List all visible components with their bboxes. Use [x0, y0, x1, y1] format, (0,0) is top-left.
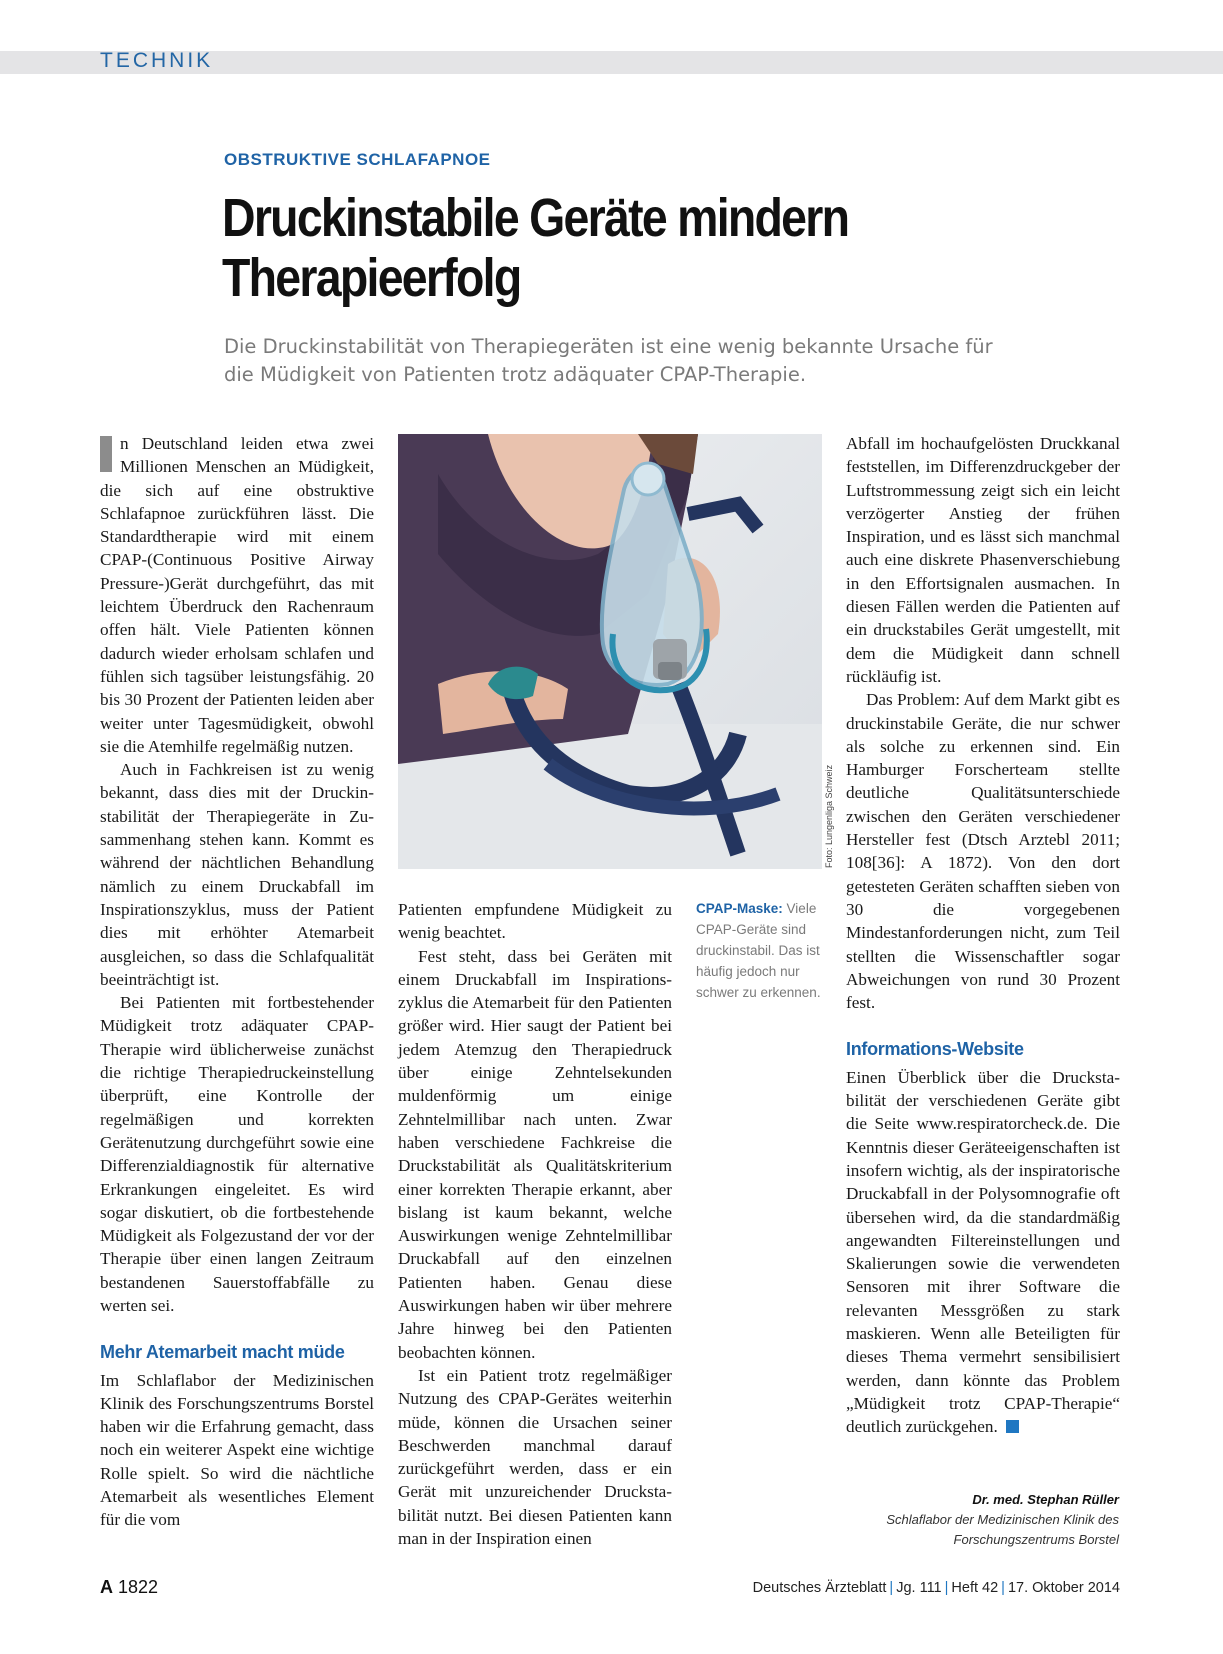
paragraph: Patienten empfundene Müdigkeit zu wenig beachtet.	[398, 900, 672, 943]
article-kicker: OBSTRUKTIVE SCHLAFAPNOE	[224, 150, 491, 169]
footer-separator: |	[1001, 1580, 1005, 1596]
photo-caption	[696, 898, 826, 1003]
paragraph: Auch in Fachkreisen ist zu wenig bekannt, dass dies mit der Druckinstabilität der Therapiegeräte in Zusammenhang stehen kann. Kommt es während der nächtlichen Behandlung nämlich zu einem Druckabfall im Inspirationszyklus, muss der Patient dies mit erhöhter Atemarbeit ausgleichen, so dass die Schlafqualität beeinträchtigt ist.	[100, 760, 374, 989]
end-of-article-icon	[1006, 1420, 1019, 1433]
subheading: Mehr Atemarbeit macht müde	[100, 1342, 345, 1363]
paragraph: Bei Patienten mit fortbestehender Müdigkeit trotz adäquater CPAP-Therapie wird üblicherweise zunächst die richtige Therapiedruckeinstellung überprüft, eine Kontrolle der regelmäßigen und korrekten Gerätenutzung durchgeführt sowie eine Differenzialdiagnostik für alternative Erkrankungen eingeleitet. Es wird sogar diskutiert, ob die fortbestehende Müdigkeit als Folgezustand der vor der Therapie über einen langen Zeitraum bestandenen Sauerstoffabfälle zu werten sei.	[100, 993, 374, 1315]
caption-text: Viele CPAP-Geräte sind druckinstabil. Das ist häufig jedoch nur schwer zu erkennen.	[696, 901, 821, 1000]
paragraph: Abfall im hochaufgelösten Druckkanal feststellen, im Differenzdruckgeber der Luftstrommessung zeigt sich ein leicht verzögerter Anstieg der frühen Inspiration, und es lässt sich manchmal auch eine diskrete Phasenverschiebung in den Effortsignalen ausmachen. In diesen Fällen werden die Patienten auf ein druckstabiles Gerät umgestellt, mit dem die Müdigkeit dann schnell rückläufig ist.	[846, 434, 1120, 686]
cpap-mask-photo	[398, 434, 822, 869]
caption-label: CPAP-Maske:	[696, 901, 783, 916]
journal-volume: Jg. 111	[896, 1580, 942, 1596]
author-affiliation: Schlaflabor der Medizinischen Klinik des Forschungszentrums Borstel	[886, 1512, 1119, 1547]
paragraph: Fest steht, dass bei Geräten mit einem Druckabfall im Inspirationszyklus die Atemarbeit für den Patienten größer wird. Hier saugt der Patient bei jedem Atemzug den Therapiedruck über einige Zehntelsekunden muldenförmig um einige Zehntelmillibar nach unten. Zwar haben verschiedene Fachkreise die Druckstabilität als Qualitätskriterium einer korrekten Therapie erkannt, aber bislang ist kaum bekannt, welche Auswirkungen wenige Zehntelmillibar Druckabfall auf den einzelnen Patienten haben. Genau diese Auswirkungen haben wir über mehrere Jahre hinweg bei den Patienten beobachten können.	[398, 946, 672, 1362]
article-headline: Druckinstabile Geräte mindern Therapieerfolg	[222, 188, 849, 308]
paragraph: Im Schlaflabor der Medizinischen Klinik des Forschungszentrums Borstel haben wir die Erfahrung gemacht, dass noch ein weiterer Aspekt eine wichtige Rolle spielt. So wird die nächtliche Atemarbeit als wesentliches Element für die vom	[100, 1370, 374, 1530]
journal-footer	[753, 1580, 1120, 1596]
journal-issue: Heft 42	[951, 1580, 999, 1596]
paragraph-text: n Deutschland leiden etwa zwei Millionen Menschen an Müdigkeit, die sich auf eine obstruktive Schlafapnoe zurückführen lässt. Die Standardtherapie wird mit einem CPAP-(Continuous Positive Airway Pressure-)Gerät durchgeführt, das mit leichtem Überdruck den Rachenraum offen hält. Viele Patienten können dadurch wieder erholsam schlafen und fühlen sich tagsüber leistungsfähig. 20 bis 30 Prozent der Patienten leiden aber weiter unter Tagesmüdigkeit, obwohl sie die Atemhilfe regelmäßig nutzen.	[100, 434, 374, 756]
subheading: Informations-Website	[846, 1039, 1024, 1060]
paragraph	[846, 1066, 1120, 1439]
page-number	[100, 1577, 158, 1598]
article-column-2	[398, 898, 672, 1550]
photo-illustration	[398, 434, 822, 869]
paragraph	[100, 432, 374, 758]
page-prefix: A	[100, 1577, 113, 1597]
article-lead: Die Druckinstabilität von Therapiegeräten ist eine wenig bekannte Ursache für die Müdigkeit von Patienten trotz adäquater CPAP-Therapie.	[224, 335, 993, 386]
journal-name: Deutsches Ärzteblatt	[752, 1580, 887, 1596]
paragraph: Das Problem: Auf dem Markt gibt es druckinstabile Geräte, die nur schwer als solche zu erkennen sind. Ein Hamburger Forscherteam stellte deutliche Qualitätsunterschiede zwischen den Geräten verschiedener Hersteller fest (Dtsch Arztebl 2011; 108[36]: A 1872). Von den dort getesteten Geräten schafften sieben von 30 die vorgegebenen Mindestanforderungen nicht, zum Teil stellten die Wissenschaftler sogar Abweichungen von rund 30 Prozent fest.	[846, 690, 1120, 1013]
page-number-value: 1822	[118, 1577, 159, 1597]
journal-date: 17. Oktober 2014	[1007, 1580, 1120, 1596]
drop-cap-mark	[100, 436, 112, 472]
article-column-3	[846, 432, 1120, 1438]
author-name: Dr. med. Stephan Rüller	[972, 1492, 1119, 1507]
section-label: TECHNIK	[100, 49, 214, 72]
footer-separator: |	[889, 1580, 894, 1596]
author-block	[846, 1490, 1119, 1550]
paragraph-text: Einen Überblick über die Druckstabilität der verschiedenen Geräte gibt die Seite www.respiratorcheck.de. Die Kenntnis dieser Geräteeigenschaften ist insofern wichtig, als der inspiratorische Druckabfall in der Polysomnografie oft übersehen wird, da die standardmäßig angewandten Filtereinstellungen und Skalierungen sowie die verwendeten Sensoren mit ihrer Software die relevanten Messgrößen zu stark maskieren. Wenn alle Beteiligten für dieses Thema vermehrt sensibilisiert werden, dann könnte das Problem „Müdigkeit trotz CPAP-Therapie“ deutlich zurückgehen.	[846, 1067, 1120, 1437]
article-column-1	[100, 432, 374, 1532]
footer-separator: |	[944, 1580, 949, 1596]
paragraph: Ist ein Patient trotz regelmäßiger Nutzung des CPAP-Gerätes weiterhin müde, können die Ursachen seiner Beschwerden manchmal darauf zurückgeführt werden, dass er ein Gerät mit unzureichender Druckstabilität nutzt. Bei diesen Patienten kann man in der Inspiration einen	[398, 1365, 672, 1549]
photo-credit: Foto: Lungenliga Schweiz	[824, 764, 834, 868]
